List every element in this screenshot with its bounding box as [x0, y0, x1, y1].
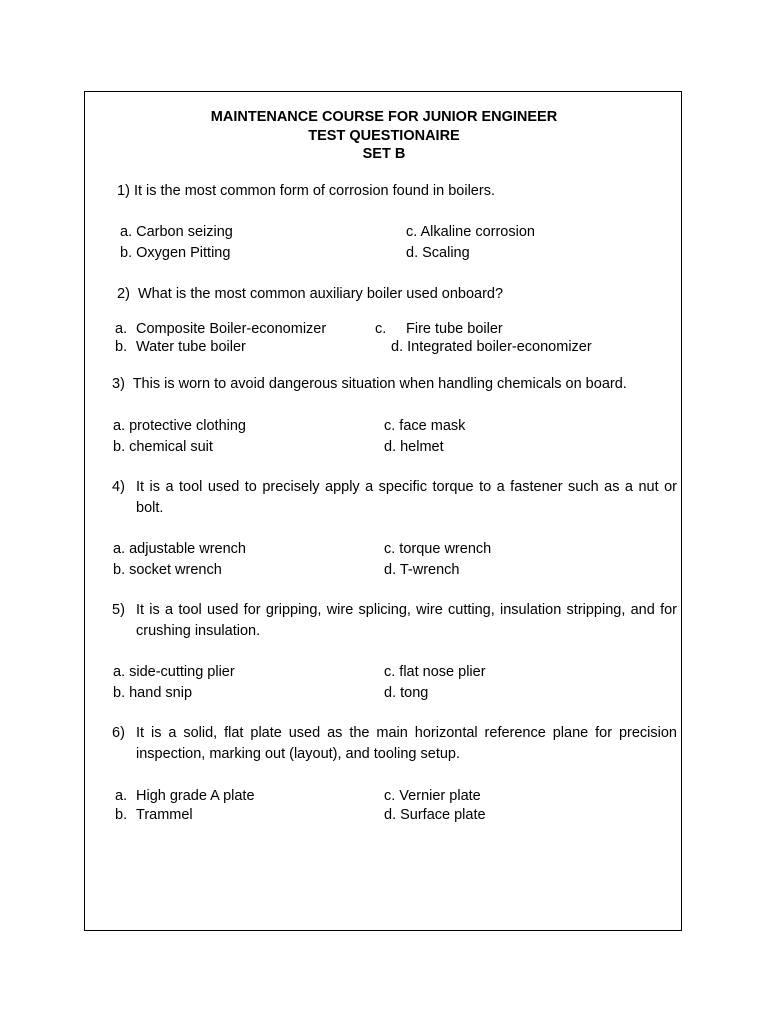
question-2: [117, 284, 503, 305]
question-4-option-b[interactable]: b. socket wrench: [113, 562, 222, 578]
question-2-option-a-text: Composite Boiler-economizer: [136, 321, 327, 337]
question-5-option-c[interactable]: c. flat nose plier: [384, 664, 486, 680]
question-6: [112, 723, 677, 765]
question-3-option-a[interactable]: a. protective clothing: [113, 418, 246, 434]
question-4-text: It is a tool used to precisely apply a specific torque to a fastener such as a nut or bolt.: [136, 479, 677, 516]
question-2-option-b[interactable]: [115, 337, 246, 357]
question-5: [112, 600, 677, 642]
question-6-option-a-text: High grade A plate: [136, 788, 255, 804]
header-course-title: MAINTENANCE COURSE FOR JUNIOR ENGINEER: [210, 109, 558, 125]
question-6-option-c[interactable]: c. Vernier plate: [384, 788, 481, 804]
question-4-option-a[interactable]: a. adjustable wrench: [113, 541, 246, 557]
question-6-option-b-text: Trammel: [136, 807, 193, 823]
question-6-option-a-label: a.: [115, 788, 128, 804]
question-1-option-a[interactable]: a. Carbon seizing: [120, 224, 233, 240]
question-2-number: 2): [117, 286, 130, 302]
question-5-number: 5): [112, 602, 125, 618]
question-2-text: What is the most common auxiliary boiler used onboard?: [137, 286, 504, 302]
question-2-option-a[interactable]: [115, 319, 327, 339]
question-3-option-b[interactable]: b. chemical suit: [113, 439, 213, 455]
question-3: [112, 374, 627, 395]
question-3-option-d[interactable]: d. helmet: [384, 439, 444, 455]
header-set-label: SET B: [362, 146, 406, 162]
question-4: [112, 477, 677, 519]
question-1-number: 1): [117, 183, 130, 199]
question-5-option-a[interactable]: a. side-cutting plier: [113, 664, 235, 680]
question-6-text: It is a solid, flat plate used as the main horizontal reference plane for precision inspection, marking out (layout), and tooling setup.: [136, 725, 677, 762]
question-5-text: It is a tool used for gripping, wire splicing, wire cutting, insulation stripping, and for crushing insulation.: [136, 602, 677, 639]
question-6-option-a[interactable]: [115, 786, 255, 806]
question-1-option-d[interactable]: d. Scaling: [406, 245, 470, 261]
question-2-option-a-label: a.: [115, 321, 128, 337]
question-2-option-c-text: Fire tube boiler: [406, 321, 503, 337]
question-2-option-b-label: b.: [115, 339, 128, 355]
question-1-option-c[interactable]: c. Alkaline corrosion: [406, 224, 535, 240]
question-1: [117, 181, 495, 202]
question-2-option-d[interactable]: d. Integrated boiler-economizer: [391, 339, 592, 355]
question-3-text: This is worn to avoid dangerous situation when handling chemicals on board.: [132, 376, 627, 392]
question-5-option-b[interactable]: b. hand snip: [113, 685, 193, 701]
question-1-text: It is the most common form of corrosion found in boilers.: [133, 183, 495, 199]
header-test-title: TEST QUESTIONAIRE: [308, 127, 460, 144]
question-4-number: 4): [112, 479, 125, 495]
question-4-option-c[interactable]: c. torque wrench: [384, 541, 492, 557]
question-3-option-c[interactable]: c. face mask: [384, 418, 466, 434]
question-5-option-d[interactable]: d. tong: [384, 685, 429, 701]
question-6-option-b-label: b.: [115, 807, 128, 823]
question-6-option-b[interactable]: [115, 805, 193, 825]
document-header: [0, 108, 768, 164]
question-3-number: 3): [112, 376, 125, 392]
question-1-option-b[interactable]: b. Oxygen Pitting: [120, 245, 231, 261]
question-6-option-d[interactable]: d. Surface plate: [384, 807, 486, 823]
question-6-number: 6): [112, 725, 125, 741]
question-2-option-b-text: Water tube boiler: [136, 339, 246, 355]
question-2-option-c-label: c.: [375, 321, 387, 337]
question-4-option-d[interactable]: d. T-wrench: [384, 562, 460, 578]
question-2-option-c[interactable]: [375, 319, 503, 339]
